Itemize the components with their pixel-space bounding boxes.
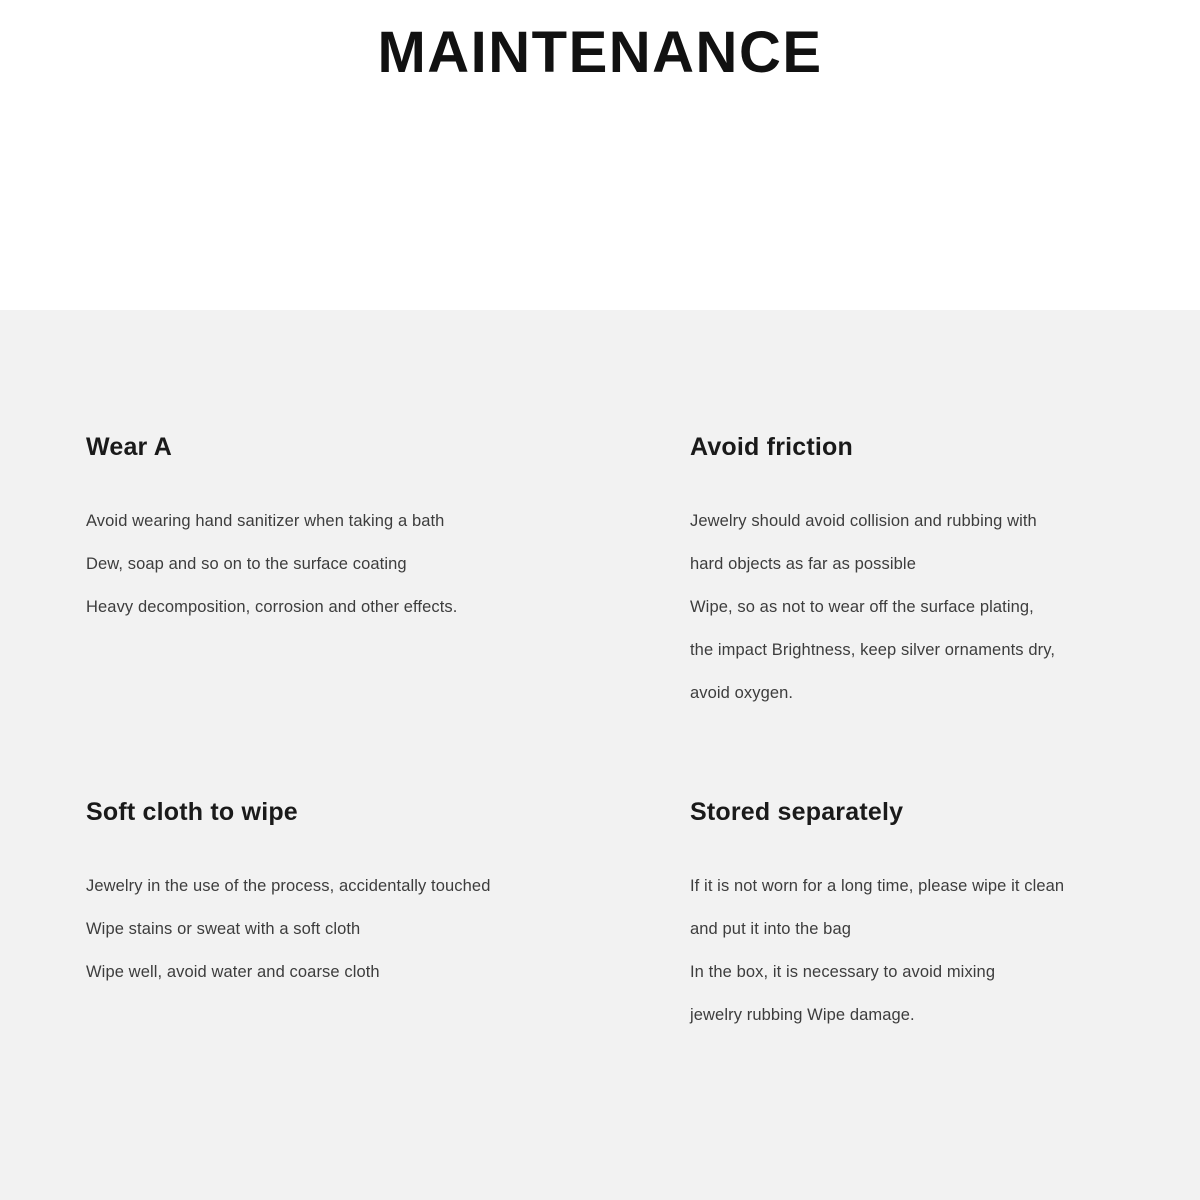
- card-line: Wipe stains or sweat with a soft cloth: [86, 920, 361, 938]
- page-header: [0, 0, 1200, 310]
- card-title: Wear A: [86, 433, 172, 461]
- card-title: Avoid friction: [690, 433, 853, 461]
- card-lines: [86, 865, 646, 994]
- card-line: the impact Brightness, keep silver ornaments dry,: [690, 641, 1055, 659]
- card-line: In the box, it is necessary to avoid mixing: [690, 963, 996, 981]
- card-line: Jewelry in the use of the process, accidentally touched: [86, 877, 491, 895]
- card-line: Wipe well, avoid water and coarse cloth: [86, 963, 380, 981]
- card-line: If it is not worn for a long time, please wipe it clean: [690, 877, 1065, 895]
- card-lines: [86, 500, 646, 629]
- card-line: Heavy decomposition, corrosion and other effects.: [86, 598, 458, 616]
- card-line: avoid oxygen.: [690, 684, 794, 702]
- maintenance-card-avoid-friction: [690, 432, 1200, 715]
- card-title: Soft cloth to wipe: [86, 798, 298, 826]
- card-line: and put it into the bag: [690, 920, 852, 938]
- page-title: MAINTENANCE: [377, 20, 823, 85]
- maintenance-card-soft-cloth-to-wipe: [86, 797, 646, 1037]
- maintenance-panel: [0, 310, 1200, 1200]
- card-line: Dew, soap and so on to the surface coating: [86, 555, 407, 573]
- card-lines: [690, 865, 1200, 1037]
- maintenance-card-wear-a: [86, 432, 646, 715]
- card-line: Avoid wearing hand sanitizer when taking a bath: [86, 512, 445, 530]
- card-line: hard objects as far as possible: [690, 555, 916, 573]
- maintenance-grid: [0, 310, 1200, 1037]
- card-line: Jewelry should avoid collision and rubbing with: [690, 512, 1037, 530]
- card-line: jewelry rubbing Wipe damage.: [690, 1006, 915, 1024]
- card-title: Stored separately: [690, 798, 904, 826]
- maintenance-card-stored-separately: [690, 797, 1200, 1037]
- card-lines: [690, 500, 1200, 715]
- card-line: Wipe, so as not to wear off the surface plating,: [690, 598, 1034, 616]
